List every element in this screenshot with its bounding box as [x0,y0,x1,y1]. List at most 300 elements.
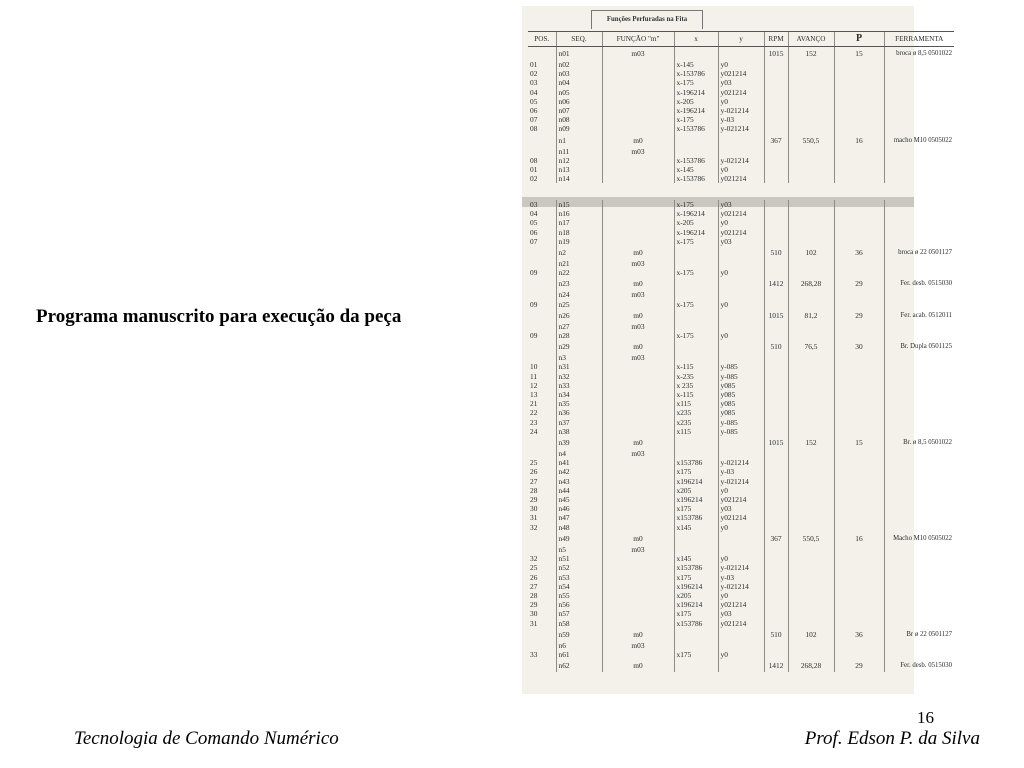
cell-ferramenta [884,641,954,650]
table-header-row [528,32,954,47]
cell-y: y021214 [718,69,764,78]
cell-pos: 29 [530,495,538,505]
cell-pos [528,545,556,554]
cell-seq: n42 [556,467,602,476]
cell-p [834,209,884,218]
cell-y [718,641,764,650]
cell-p [834,486,884,495]
cell-avanco [788,237,834,246]
cell-x: x-145 [674,60,718,69]
cell-ferramenta [884,650,954,659]
cell-seq: n61 [556,650,602,659]
table-row [528,427,954,436]
cell-rpm [764,609,788,618]
cell-p [834,591,884,600]
cell-pos [528,322,556,331]
cell-avanco [788,467,834,476]
table-row [528,486,954,495]
cell-seq: n55 [556,591,602,600]
cell-ferramenta [884,362,954,371]
cell-seq: n6 [556,641,602,650]
cell-seq: n45 [556,495,602,504]
cell-x [674,277,718,290]
cell-p [834,408,884,417]
cell-p [834,523,884,532]
cell-rpm [764,495,788,504]
cell-rpm [764,408,788,417]
cell-y: y-021214 [718,124,764,133]
cell-seq: n2 [556,246,602,259]
cell-p: 16 [834,532,884,545]
cell-avanco: 81,2 [788,309,834,322]
cell-funcao [602,513,674,522]
cell-p [834,458,884,467]
cell-avanco [788,495,834,504]
table-row [528,134,954,147]
cell-y: y-021214 [718,477,764,486]
cell-seq: n25 [556,300,602,309]
cell-ferramenta [884,554,954,563]
cell-p [834,418,884,427]
cell-x: x145 [674,554,718,563]
cell-funcao [602,228,674,237]
cell-rpm [764,115,788,124]
cell-x: x-175 [674,115,718,124]
table-row [528,88,954,97]
cell-p: 36 [834,246,884,259]
cell-x [674,290,718,299]
cell-p [834,600,884,609]
cell-p [834,60,884,69]
cell-seq: n57 [556,609,602,618]
table-row [528,322,954,331]
cell-avanco [788,418,834,427]
cell-p [834,165,884,174]
cell-x: x205 [674,591,718,600]
column-header-avanco: AVANÇO [788,32,834,47]
table-row [528,78,954,87]
cell-x: x153786 [674,619,718,628]
cell-x [674,659,718,672]
cell-y [718,628,764,641]
cell-p [834,156,884,165]
cell-ferramenta [884,353,954,362]
cell-ferramenta [884,97,954,106]
cell-p [834,573,884,582]
cell-x [674,309,718,322]
cell-avanco [788,381,834,390]
cell-rpm [764,381,788,390]
table-row [528,165,954,174]
cell-rpm [764,563,788,572]
cell-ferramenta [884,174,954,183]
cell-avanco [788,486,834,495]
cell-seq: n62 [556,659,602,672]
table-row [528,554,954,563]
table-row [528,69,954,78]
cell-x: x-153786 [674,124,718,133]
cell-avanco [788,228,834,237]
cell-funcao [602,591,674,600]
cell-pos: 06 [530,106,538,116]
cell-avanco [788,582,834,591]
cell-funcao [602,390,674,399]
cell-pos: 30 [530,504,538,514]
cell-y [718,353,764,362]
column-header-seq: SEQ. [556,32,602,47]
cell-rpm [764,237,788,246]
cell-p [834,290,884,299]
cell-avanco [788,427,834,436]
cell-avanco: 268,28 [788,277,834,290]
cell-x: x-175 [674,268,718,277]
cell-ferramenta [884,259,954,268]
cell-seq: n18 [556,228,602,237]
cell-pos: 02 [530,69,538,79]
cell-seq: n41 [556,458,602,467]
cell-funcao [602,88,674,97]
cell-pos [528,449,556,458]
cell-y [718,322,764,331]
cell-pos [528,340,556,353]
cell-pos: 28 [530,590,538,600]
cell-pos: 26 [530,572,538,582]
cell-ferramenta [884,165,954,174]
cell-avanco [788,609,834,618]
column-header-rpm: RPM [764,32,788,47]
cell-y [718,309,764,322]
cell-pos: 03 [530,200,538,209]
cell-p [834,513,884,522]
cell-rpm [764,300,788,309]
cell-rpm [764,504,788,513]
cell-seq: n48 [556,523,602,532]
cell-y: y03 [718,609,764,618]
program-table-top [528,31,954,183]
cell-seq: n04 [556,78,602,87]
cell-y: y-03 [718,115,764,124]
cell-pos [528,277,556,290]
cell-pos: 32 [530,522,538,532]
cell-funcao: m0 [602,134,674,147]
cell-seq: n07 [556,106,602,115]
cell-x: x175 [674,650,718,659]
cell-ferramenta: macho M10 0505022 [884,134,954,147]
cell-y: y0 [718,523,764,532]
cell-seq: n01 [556,47,602,61]
cell-x [674,259,718,268]
cell-funcao [602,331,674,340]
cell-x: x205 [674,486,718,495]
cell-rpm [764,124,788,133]
cell-y: y-021214 [718,563,764,572]
cell-p [834,124,884,133]
cell-funcao [602,495,674,504]
cell-funcao: m03 [602,449,674,458]
cell-seq: n23 [556,277,602,290]
cell-y [718,449,764,458]
table-row [528,659,954,672]
cell-x [674,545,718,554]
cell-funcao [602,418,674,427]
cell-avanco [788,554,834,563]
table-row [528,563,954,572]
cell-x: x-175 [674,78,718,87]
cell-pos: 22 [530,408,538,418]
cell-pos: 12 [530,380,538,390]
cell-avanco [788,619,834,628]
table-row [528,449,954,458]
cell-x: x153786 [674,513,718,522]
cell-funcao [602,124,674,133]
cell-p [834,228,884,237]
cell-y: y-021214 [718,106,764,115]
cell-x [674,532,718,545]
cell-avanco [788,390,834,399]
cell-pos [528,134,556,147]
cell-avanco [788,106,834,115]
cell-avanco [788,449,834,458]
cell-pos: 28 [530,485,538,495]
cell-rpm [764,477,788,486]
table-row [528,545,954,554]
cell-y [718,134,764,147]
page-number: 16 [917,708,934,727]
table-row [528,650,954,659]
cell-y [718,246,764,259]
cell-funcao [602,486,674,495]
cell-ferramenta [884,381,954,390]
cell-pos: 24 [530,426,538,436]
cell-funcao: m03 [602,290,674,299]
cell-pos [528,290,556,299]
cell-ferramenta: broca ø 22 0501127 [884,246,954,259]
cell-x: x-205 [674,97,718,106]
cell-funcao [602,650,674,659]
cell-p [834,69,884,78]
cell-avanco [788,115,834,124]
cell-avanco [788,156,834,165]
cell-ferramenta [884,458,954,467]
cell-p [834,563,884,572]
cell-y: y021214 [718,209,764,218]
cell-ferramenta [884,372,954,381]
cell-x [674,641,718,650]
table-row [528,628,954,641]
cell-pos: 09 [530,331,538,341]
table-row [528,97,954,106]
cell-rpm [764,390,788,399]
cell-avanco [788,545,834,554]
cell-x: x175 [674,573,718,582]
cell-x: x235 [674,418,718,427]
cell-ferramenta [884,106,954,115]
cell-p [834,390,884,399]
cell-seq: n1 [556,134,602,147]
cell-seq: n11 [556,147,602,156]
cell-rpm [764,156,788,165]
cell-y: y03 [718,200,764,209]
cell-x: x175 [674,504,718,513]
cell-p [834,88,884,97]
cell-avanco: 102 [788,628,834,641]
cell-p [834,174,884,183]
cell-y: y-021214 [718,458,764,467]
cell-pos: 04 [530,209,538,219]
cell-ferramenta: broca ø 8,5 0501022 [884,47,954,61]
cell-seq: n34 [556,390,602,399]
cell-funcao [602,362,674,371]
column-header-funcao: FUNÇÃO "m" [602,32,674,47]
cell-rpm [764,418,788,427]
cell-seq: n39 [556,436,602,449]
cell-funcao: m0 [602,246,674,259]
cell-ferramenta [884,427,954,436]
cell-p [834,582,884,591]
cell-funcao [602,165,674,174]
cell-x: x196214 [674,495,718,504]
table-row [528,259,954,268]
cell-pos: 07 [530,115,538,125]
cell-p [834,381,884,390]
table-row [528,47,954,61]
cell-ferramenta [884,477,954,486]
cell-x: x-175 [674,237,718,246]
cell-ferramenta [884,523,954,532]
cell-seq: n3 [556,353,602,362]
table-row [528,124,954,133]
cell-y: y03 [718,78,764,87]
cell-avanco [788,147,834,156]
cell-seq: n4 [556,449,602,458]
cell-x: x153786 [674,458,718,467]
cell-avanco [788,165,834,174]
cell-ferramenta [884,591,954,600]
cell-funcao [602,554,674,563]
cell-ferramenta [884,504,954,513]
cell-rpm [764,573,788,582]
table-row [528,147,954,156]
cell-pos: 23 [530,417,538,427]
cell-y [718,47,764,61]
cell-x: x-196214 [674,88,718,97]
cell-seq: n47 [556,513,602,522]
cell-x: x-196214 [674,106,718,115]
cell-p [834,237,884,246]
cell-x: x-235 [674,372,718,381]
cell-rpm [764,174,788,183]
table-row [528,362,954,371]
cell-rpm [764,228,788,237]
cell-ferramenta [884,582,954,591]
slide-caption: Programa manuscrito para execução da peça [36,306,402,327]
cell-rpm [764,545,788,554]
cell-y: y0 [718,554,764,563]
cell-seq: n19 [556,237,602,246]
cell-rpm [764,165,788,174]
cell-avanco [788,97,834,106]
cell-pos: 31 [530,513,538,523]
cell-rpm [764,582,788,591]
cell-p [834,259,884,268]
table-row [528,372,954,381]
cell-ferramenta [884,147,954,156]
cell-ferramenta [884,573,954,582]
cell-avanco [788,174,834,183]
cell-ferramenta [884,237,954,246]
cell-seq: n06 [556,97,602,106]
cell-funcao [602,60,674,69]
cell-y: y-085 [718,362,764,371]
cell-seq: n27 [556,322,602,331]
cell-avanco [788,60,834,69]
cell-p [834,322,884,331]
cell-funcao [602,156,674,165]
cell-y: y-03 [718,467,764,476]
cell-x: x115 [674,427,718,436]
cell-p [834,554,884,563]
cell-pos [528,147,556,156]
cell-funcao [602,458,674,467]
table-row [528,209,954,218]
cell-ferramenta [884,88,954,97]
cell-x: x196214 [674,477,718,486]
cell-pos: 31 [530,618,538,628]
cell-x: x235 [674,408,718,417]
cell-p [834,399,884,408]
cell-funcao: m03 [602,259,674,268]
cell-funcao [602,563,674,572]
cell-x [674,340,718,353]
cell-rpm [764,399,788,408]
cell-rpm [764,209,788,218]
cell-x [674,628,718,641]
table-row [528,418,954,427]
cell-funcao [602,237,674,246]
table-row [528,467,954,476]
cell-ferramenta [884,60,954,69]
cell-funcao [602,600,674,609]
cell-seq: n49 [556,532,602,545]
cell-ferramenta [884,418,954,427]
cell-y: y-021214 [718,156,764,165]
cell-funcao [602,582,674,591]
cell-funcao: m0 [602,659,674,672]
cell-funcao [602,609,674,618]
cell-x: x-175 [674,200,718,209]
cell-rpm [764,554,788,563]
cell-avanco [788,209,834,218]
table-row [528,300,954,309]
cell-y: y0 [718,165,764,174]
cell-avanco [788,268,834,277]
table-row [528,115,954,124]
cell-pos: 32 [530,554,538,564]
cell-x [674,353,718,362]
cell-y: y085 [718,381,764,390]
cell-funcao: m03 [602,322,674,331]
cell-seq: n14 [556,174,602,183]
cell-avanco [788,331,834,340]
cell-p [834,353,884,362]
cell-y: y0 [718,650,764,659]
cell-avanco [788,88,834,97]
table-row [528,619,954,628]
cell-pos: 25 [530,563,538,573]
cell-p [834,641,884,650]
cell-avanco [788,458,834,467]
cell-seq: n37 [556,418,602,427]
